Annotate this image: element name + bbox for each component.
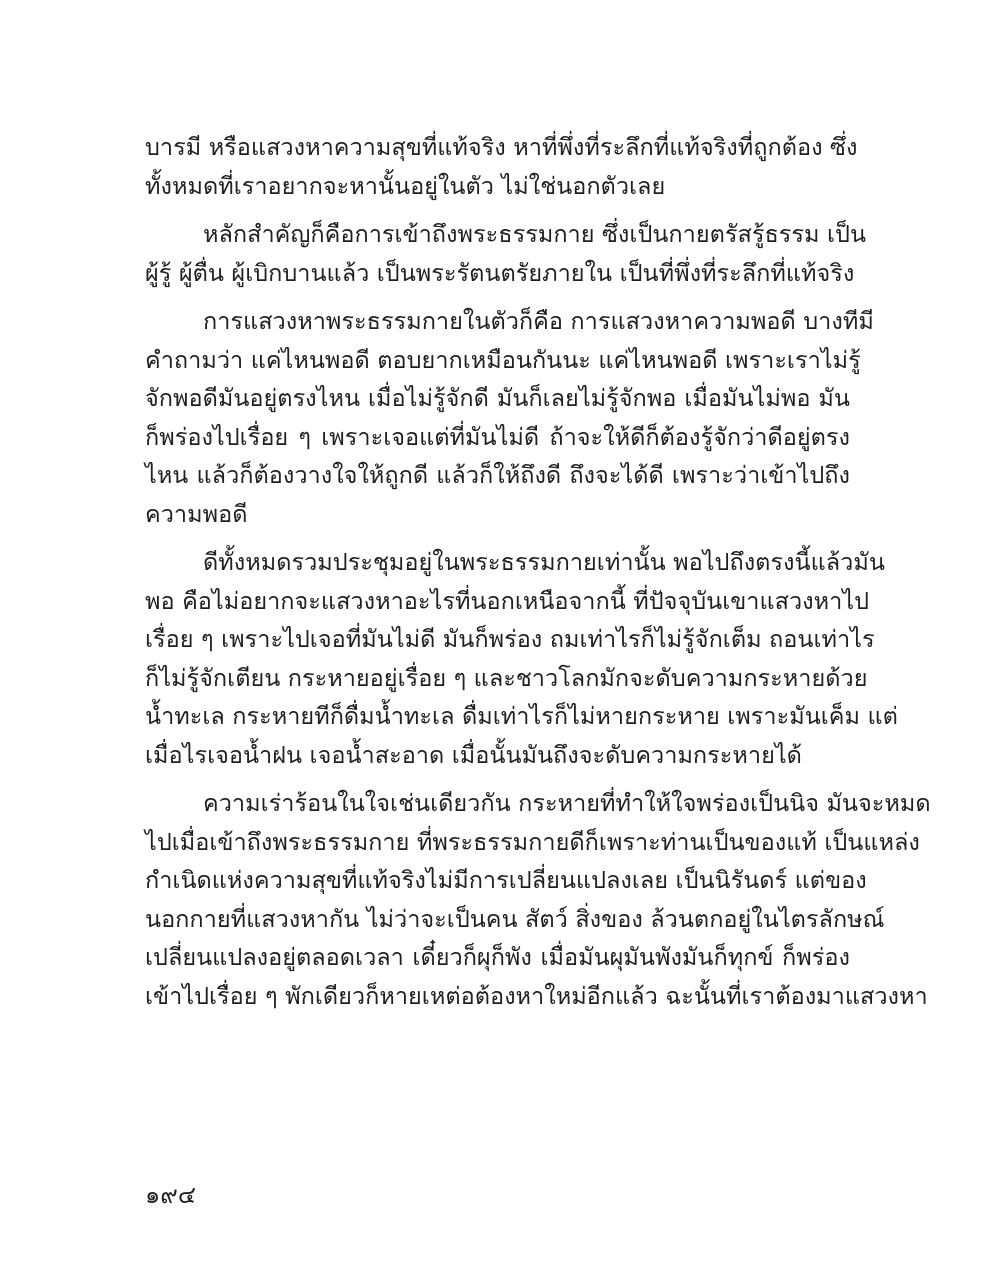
text-line: ก็พร่องไปเรื่อย ๆ เพราะเจอแต่ที่มันไม่ดี ถ้าจะให้ดีก็ต้องรู้จักว่าดีอยู่ตรง [145, 422, 850, 451]
page-number: ๑๙๔ [145, 1181, 196, 1209]
paragraph-1 [145, 128, 858, 205]
paragraph-3 [145, 302, 874, 533]
text-line: บารมี หรือแสวงหาความสุขที่แท้จริง หาที่พึ่งที่ระลึกที่แท้จริงที่ถูกต้อง ซึ่ง [145, 133, 858, 161]
text-line: ดีทั้งหมดรวมประชุมอยู่ในพระธรรมกายเท่านั้น พอไปถึงตรงนี้แล้วมัน [203, 548, 885, 576]
text-line: น้ำทะเล กระหายทีก็ดื่มน้ำทะเล ดื่มเท่าไรก็ไม่หายกระหาย เพราะมันเค็ม แต่ [145, 702, 898, 730]
text-line: เมื่อไรเจอน้ำฝน เจอน้ำสะอาด เมื่อนั้นมันถึงจะดับความกระหายได้ [145, 740, 802, 769]
text-line: ไปเมื่อเข้าถึงพระธรรมกาย ที่พระธรรมกายดีก็เพราะท่านเป็นของแท้ เป็นแหล่ง [145, 827, 920, 856]
paragraph-5 [145, 784, 931, 1015]
paragraph-2 [145, 215, 867, 292]
text-line: กำเนิดแห่งความสุขที่แท้จริงไม่มีการเปลี่ยนแปลงเลย เป็นนิรันดร์ แต่ของ [145, 866, 867, 894]
text-line: ไหน แล้วก็ต้องวางใจให้ถูกดี แล้วก็ให้ถึงดี ถึงจะได้ดี เพราะว่าเข้าไปถึง [145, 461, 850, 489]
text-line: ความพอดี [145, 499, 248, 528]
text-line: เปลี่ยนแปลงอยู่ตลอดเวลา เดี๋ยวก็ผุก็พัง เมื่อมันผุมันพังมันก็ทุกข์ ก็พร่อง [145, 943, 850, 971]
text-line: ความเร่าร้อนในใจเช่นเดียวกัน กระหายที่ทำให้ใจพร่องเป็นนิจ มันจะหมด [203, 789, 931, 817]
text-line: เข้าไปเรื่อย ๆ พักเดียวก็หายเหต่อต้องหาใหม่อีกแล้ว ฉะนั้นที่เราต้องมาแสวงหา [145, 981, 928, 1010]
text-line: การแสวงหาพระธรรมกายในตัวก็คือ การแสวงหาความพอดี บางทีมี [203, 307, 874, 335]
text-line: จักพอดีมันอยู่ตรงไหน เมื่อไม่รู้จักดี มันก็เลยไม่รู้จักพอ เมื่อมันไม่พอ มัน [145, 384, 850, 412]
text-line: นอกกายที่แสวงหากัน ไม่ว่าจะเป็นคน สัตว์ สิ่งของ ล้วนตกอยู่ในไตรลักษณ์ [145, 904, 885, 933]
text-line: ผู้รู้ ผู้ตื่น ผู้เบิกบานแล้ว เป็นพระรัตนตรัยภายใน เป็นที่พึ่งที่ระลึกที่แท้จริง [145, 258, 855, 287]
text-line: ทั้งหมดที่เราอยากจะหานั้นอยู่ในตัว ไม่ใช่นอกตัวเลย [145, 171, 666, 200]
page-body [145, 128, 931, 1025]
text-line: หลักสำคัญก็คือการเข้าถึงพระธรรมกาย ซึ่งเป็นกายตรัสรู้ธรรม เป็น [203, 220, 867, 248]
text-line: คำถามว่า แค่ไหนพอดี ตอบยากเหมือนกันนะ แค่ไหนพอดี เพราะเราไม่รู้ [145, 345, 861, 374]
text-line: เรื่อย ๆ เพราะไปเจอที่มันไม่ดี มันก็พร่อง ถมเท่าไรก็ไม่รู้จักเต็ม ถอนเท่าไร [145, 625, 875, 653]
text-line: ก็ไม่รู้จักเตียน กระหายอยู่เรื่อย ๆ และชาวโลกมักจะดับความกระหายด้วย [145, 663, 868, 692]
paragraph-4 [145, 543, 898, 774]
text-line: พอ คือไม่อยากจะแสวงหาอะไรที่นอกเหนือจากนี้ ที่ปัจจุบันเขาแสวงหาไป [145, 586, 870, 615]
